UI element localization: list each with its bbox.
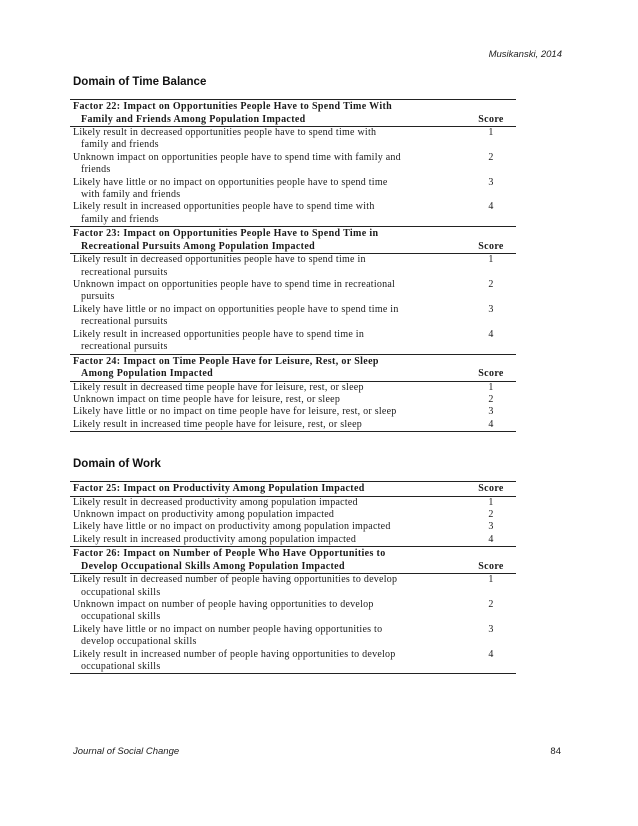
row-score: 4 xyxy=(488,648,494,660)
domain-title-work: Domain of Work xyxy=(73,458,161,470)
work-table xyxy=(70,481,516,674)
row-score: 1 xyxy=(488,127,494,138)
table-row xyxy=(70,574,516,599)
row-text-continued: family and friends xyxy=(81,213,159,225)
page-number: 84 xyxy=(550,746,561,757)
row-score: 2 xyxy=(488,598,494,610)
factor-23-header xyxy=(70,226,516,254)
row-text-continued: develop occupational skills xyxy=(81,636,197,648)
table-row xyxy=(70,509,516,521)
score-column-header: Score xyxy=(478,368,504,379)
row-text-continued: occupational skills xyxy=(81,586,161,598)
row-text-continued: recreational pursuits xyxy=(81,266,168,278)
factor-title-line2: Among Population Impacted xyxy=(81,368,214,379)
table-row xyxy=(70,382,516,394)
table-row xyxy=(70,624,516,649)
row-text: Likely result in decreased productivity among population impacted xyxy=(73,496,358,508)
factor-24-header xyxy=(70,354,516,382)
table-row xyxy=(70,304,516,329)
row-text: Likely have little or no impact on number people having opportunities to xyxy=(73,623,383,635)
score-column-header: Score xyxy=(478,483,504,494)
factor-25-header xyxy=(70,481,516,497)
table-row xyxy=(70,406,516,418)
score-column-header: Score xyxy=(478,113,504,125)
row-text: Likely result in increased time people have for leisure, rest, or sleep xyxy=(73,418,363,430)
row-text: Likely result in increased opportunities people have to spend time in xyxy=(73,328,365,340)
table-row xyxy=(70,521,516,533)
table-row xyxy=(70,279,516,304)
row-text: Likely have little or no impact on opportunities people have to spend time xyxy=(73,176,388,188)
table-row xyxy=(70,394,516,406)
row-text: Likely result in increased opportunities people have to spend time with xyxy=(73,201,375,213)
row-text: Likely have little or no impact on productivity among population impacted xyxy=(73,521,391,533)
table-row xyxy=(70,649,516,675)
factor-title-line1: Factor 24: Impact on Time People Have for Leisure, Rest, or Sleep xyxy=(73,355,379,367)
row-text-continued: friends xyxy=(81,164,111,176)
row-text-continued: occupational skills xyxy=(81,660,161,672)
table-row xyxy=(70,419,516,432)
row-score: 2 xyxy=(488,508,494,520)
row-text: Unknown impact on opportunities people have to spend time with family and xyxy=(73,151,401,163)
domain-title-time-balance: Domain of Time Balance xyxy=(73,76,207,88)
time-balance-table xyxy=(70,99,516,432)
row-text: Likely have little or no impact on time people have for leisure, rest, or sleep xyxy=(73,406,397,418)
factor-title-line1: Factor 25: Impact on Productivity Among Population Impacted xyxy=(73,483,365,494)
factor-title-line1: Factor 23: Impact on Opportunities People Have to Spend Time in xyxy=(73,228,379,240)
score-column-header: Score xyxy=(478,560,504,572)
row-score: 2 xyxy=(488,151,494,163)
table-row xyxy=(70,201,516,226)
row-text: Unknown impact on opportunities people have to spend time in recreational xyxy=(73,279,396,291)
row-score: 3 xyxy=(488,406,494,418)
factor-22-header xyxy=(70,99,516,127)
score-column-header: Score xyxy=(478,240,504,252)
row-score: 4 xyxy=(488,533,494,545)
row-text-continued: family and friends xyxy=(81,139,159,151)
running-footer-journal: Journal of Social Change xyxy=(73,746,180,757)
row-text: Likely result in decreased opportunities people have to spend time with xyxy=(73,127,377,138)
factor-title-line2: Recreational Pursuits Among Population Impacted xyxy=(81,240,316,252)
row-text: Unknown impact on time people have for leisure, rest, or sleep xyxy=(73,393,341,405)
row-score: 4 xyxy=(488,328,494,340)
row-score: 4 xyxy=(488,418,494,430)
row-text: Unknown impact on number of people having opportunities to develop xyxy=(73,598,374,610)
factor-26-header xyxy=(70,546,516,574)
table-row xyxy=(70,127,516,152)
factor-title-line2: Family and Friends Among Population Impacted xyxy=(81,113,306,125)
row-score: 1 xyxy=(488,381,494,393)
row-text: Likely result in decreased number of people having opportunities to develop xyxy=(73,574,398,586)
row-text: Likely result in decreased time people have for leisure, rest, or sleep xyxy=(73,381,364,393)
row-score: 3 xyxy=(488,623,494,635)
factor-title-line1: Factor 22: Impact on Opportunities People Have to Spend Time With xyxy=(73,101,393,112)
factor-title-line1: Factor 26: Impact on Number of People Who Have Opportunities to xyxy=(73,548,386,560)
row-score: 3 xyxy=(488,176,494,188)
row-score: 4 xyxy=(488,201,494,213)
row-score: 1 xyxy=(488,254,494,266)
row-text: Unknown impact on productivity among population impacted xyxy=(73,508,335,520)
row-score: 1 xyxy=(488,496,494,508)
table-row xyxy=(70,497,516,509)
table-row xyxy=(70,329,516,354)
row-score: 3 xyxy=(488,303,494,315)
table-row xyxy=(70,254,516,279)
running-header-author-year: Musikanski, 2014 xyxy=(488,49,562,60)
table-row xyxy=(70,152,516,177)
row-text: Likely result in increased productivity among population impacted xyxy=(73,533,357,545)
row-score: 1 xyxy=(488,574,494,586)
table-row xyxy=(70,534,516,546)
table-row xyxy=(70,599,516,624)
row-text-continued: recreational pursuits xyxy=(81,316,168,328)
row-text-continued: pursuits xyxy=(81,291,115,303)
row-text: Likely result in increased number of people having opportunities to develop xyxy=(73,648,396,660)
table-row xyxy=(70,177,516,202)
row-text: Likely result in decreased opportunities people have to spend time in xyxy=(73,254,366,266)
row-text-continued: occupational skills xyxy=(81,611,161,623)
row-score: 3 xyxy=(488,521,494,533)
row-score: 2 xyxy=(488,393,494,405)
row-text-continued: with family and friends xyxy=(81,189,181,201)
row-score: 2 xyxy=(488,279,494,291)
factor-title-line2: Develop Occupational Skills Among Population Impacted xyxy=(81,560,345,572)
row-text: Likely have little or no impact on opportunities people have to spend time in xyxy=(73,303,399,315)
row-text-continued: recreational pursuits xyxy=(81,341,168,353)
